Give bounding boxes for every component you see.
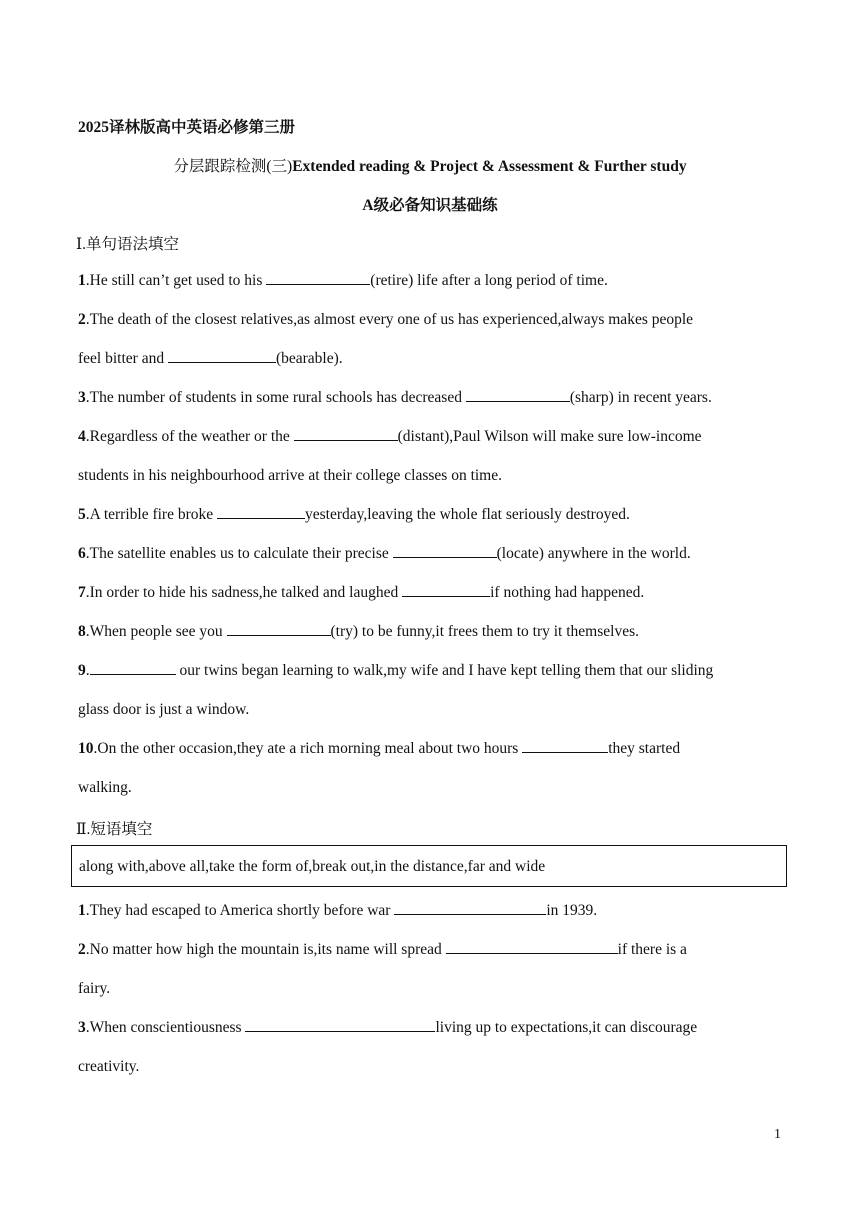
subtitle-main: Extended reading & Project & Assessment & Further study [292,158,687,175]
question-7: 7.In order to hide his sadness,he talked and laughed if nothing had happened. [78,573,783,612]
question-6: 6.The satellite enables us to calculate their precise (locate) anywhere in the world. [78,534,783,573]
section-2-heading: Ⅱ.短语填空 [76,821,153,838]
question-10: 10.On the other occasion,they ate a rich morning meal about two hours they started walking. [78,729,783,807]
phrase-question-3: 3.When conscientiousness living up to expectations,it can discourage creativity. [78,1008,783,1086]
answer-blank[interactable] [217,503,305,519]
answer-blank[interactable] [522,737,608,753]
answer-blank[interactable] [294,425,398,441]
phrase-question-1: 1.They had escaped to America shortly before war in 1939. [78,891,783,930]
answer-blank[interactable] [245,1016,435,1032]
question-8: 8.When people see you (try) to be funny,it frees them to try it themselves. [78,612,783,651]
answer-blank[interactable] [90,659,176,675]
document-title: 2025译林版高中英语必修第三册 [78,119,296,136]
answer-blank[interactable] [402,581,490,597]
answer-blank[interactable] [168,347,276,363]
question-1: 1.He still can’t get used to his (retire) life after a long period of time. [78,261,783,300]
page-number: 1 [774,1127,781,1142]
answer-blank[interactable] [266,269,370,285]
answer-blank[interactable] [446,938,618,954]
question-5: 5.A terrible fire broke yesterday,leaving the whole flat seriously destroyed. [78,495,783,534]
question-3: 3.The number of students in some rural schools has decreased (sharp) in recent years. [78,378,783,417]
subtitle-prefix: 分层跟踪检测(三) [173,158,293,175]
answer-blank[interactable] [466,386,570,402]
level-title: A级必备知识基础练 [362,197,498,214]
question-2: 2.The death of the closest relatives,as almost every one of us has experienced,always makes people feel bitter and (bearable). [78,311,694,367]
phrase-word-box: along with,above all,take the form of,break out,in the distance,far and wide [71,845,787,887]
phrase-question-2: 2.No matter how high the mountain is,its name will spread if there is a fairy. [78,930,783,1008]
question-4: 4.Regardless of the weather or the (distant),Paul Wilson will make sure low-income students in his neighbourhood arrive at their college classes on time. [78,417,783,495]
document-subtitle [0,154,860,176]
answer-blank[interactable] [227,620,331,636]
question-9: 9. our twins began learning to walk,my wife and I have kept telling them that our sliding glass door is just a window. [78,651,783,729]
section-1-heading: Ⅰ.单句语法填空 [76,236,179,253]
answer-blank[interactable] [393,542,497,558]
answer-blank[interactable] [394,899,546,915]
